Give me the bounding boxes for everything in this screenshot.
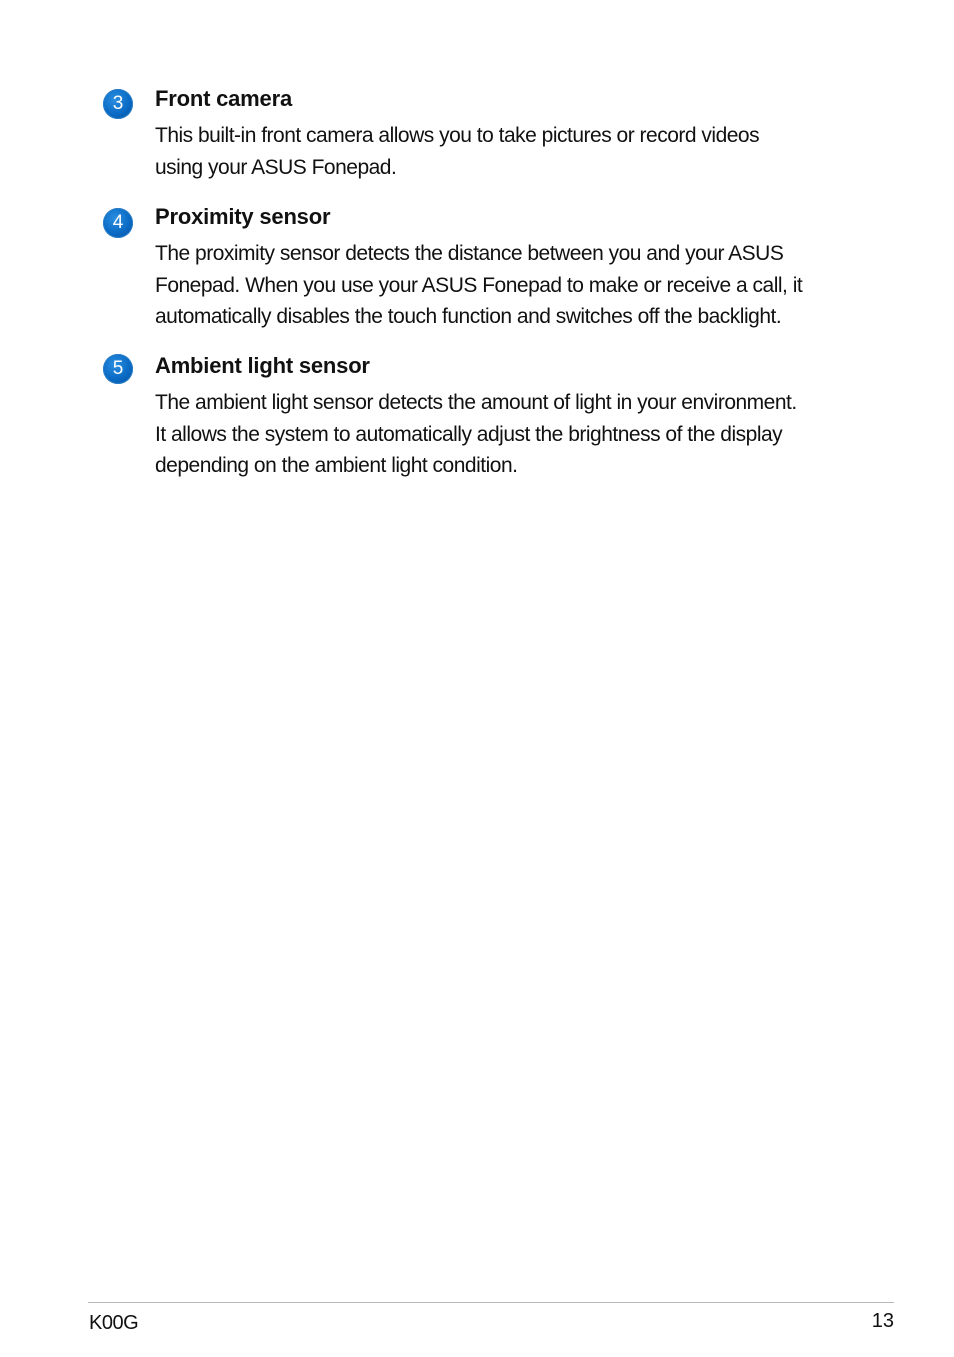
body-line: This built-in front camera allows you to take pictures or record videos — [155, 124, 760, 147]
body-line: using your ASUS Fonepad. — [155, 155, 397, 179]
section-title-ambient-light-sensor: Ambient light sensor — [155, 353, 370, 378]
callout-number-badge-5: 5 — [103, 354, 133, 384]
footer-page-number: 13 — [871, 1310, 894, 1332]
body-line: It allows the system to automatically adjust the brightness of the display — [155, 422, 783, 446]
callout-number-badge-4: 4 — [103, 208, 133, 238]
body-line: automatically disables the touch function and switches off the backlight. — [155, 305, 782, 328]
section-body-front-camera — [155, 120, 895, 183]
body-line: Fonepad. When you use your ASUS Fonepad to make or receive a call, it — [155, 273, 803, 297]
body-line: The proximity sensor detects the distance between you and your ASUS — [155, 242, 784, 265]
callout-number-badge-3: 3 — [103, 89, 133, 119]
body-line: depending on the ambient light condition. — [155, 454, 518, 477]
section-body-ambient-light-sensor — [155, 387, 895, 482]
body-line: The ambient light sensor detects the amount of light in your environment. — [155, 391, 797, 414]
section-title-proximity-sensor: Proximity sensor — [155, 204, 331, 229]
section-title-front-camera: Front camera — [155, 86, 292, 111]
footer-divider — [88, 1302, 894, 1303]
footer-model-name: K00G — [89, 1312, 139, 1334]
section-body-proximity-sensor — [155, 238, 895, 333]
